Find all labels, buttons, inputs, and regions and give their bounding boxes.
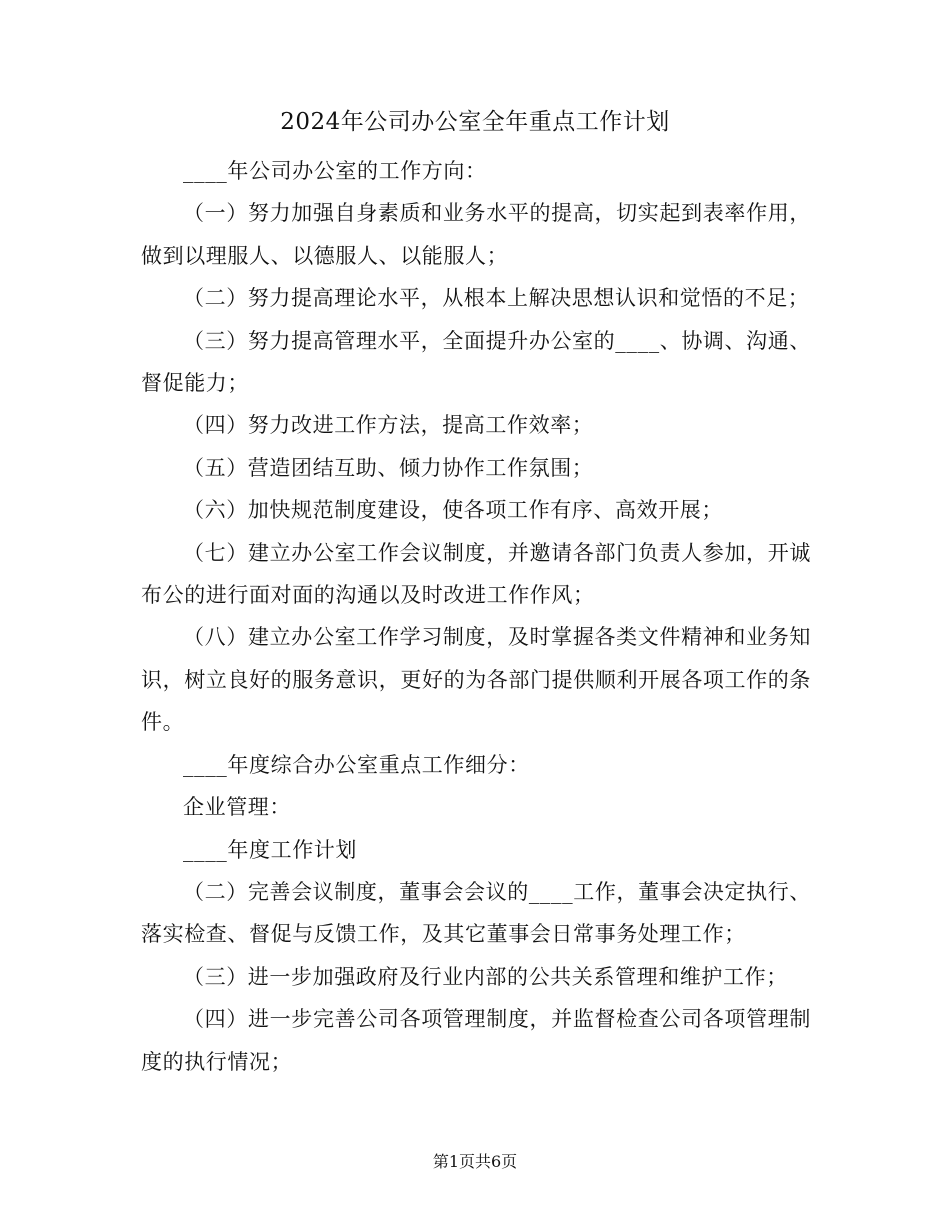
page-number: 第1页共6页 bbox=[432, 1152, 518, 1171]
document-title: 2024年公司办公室全年重点工作计划 bbox=[280, 109, 670, 135]
paragraph: ____年度综合办公室重点工作细分： bbox=[183, 752, 530, 777]
paragraph: （三）努力提高管理水平，全面提升办公室的____、协调、沟通、督促能力； bbox=[141, 328, 811, 396]
paragraph: （四）努力改进工作方法，提高工作效率； bbox=[183, 413, 594, 438]
paragraph: （六）加快规范制度建设，使各项工作有序、高效开展； bbox=[183, 498, 723, 523]
paragraph: （七）建立办公室工作会议制度，并邀请各部门负责人参加，开诚布公的进行面对面的沟通以及时改进工作作风； bbox=[141, 540, 811, 608]
paragraph: （二）努力提高理论水平，从根本上解决思想认识和觉悟的不足； bbox=[183, 286, 810, 311]
paragraph: （一）努力加强自身素质和业务水平的提高，切实起到表率作用，做到以理服人、以德服人、以能服人； bbox=[141, 201, 811, 268]
paragraph: ____年公司办公室的工作方向： bbox=[183, 159, 487, 183]
paragraph: （四）进一步完善公司各项管理制度，并监督检查公司各项管理制度的执行情况； bbox=[141, 1007, 811, 1074]
paragraph: 企业管理： bbox=[183, 795, 291, 820]
paragraph: （三）进一步加强政府及行业内部的公共关系管理和维护工作； bbox=[183, 964, 788, 989]
paragraph: （二）完善会议制度，董事会会议的____工作，董事会决定执行、落实检查、督促与反馈工作，及其它董事会日常事务处理工作； bbox=[141, 879, 811, 947]
paragraph: （五）营造团结互助、倾力协作工作氛围； bbox=[183, 455, 594, 480]
paragraph: （八）建立办公室工作学习制度，及时掌握各类文件精神和业务知识，树立良好的服务意识，更好的为各部门提供顺利开展各项工作的条件。 bbox=[141, 625, 811, 735]
paragraph: ____年度工作计划 bbox=[183, 837, 357, 862]
document-body bbox=[141, 150, 811, 1083]
